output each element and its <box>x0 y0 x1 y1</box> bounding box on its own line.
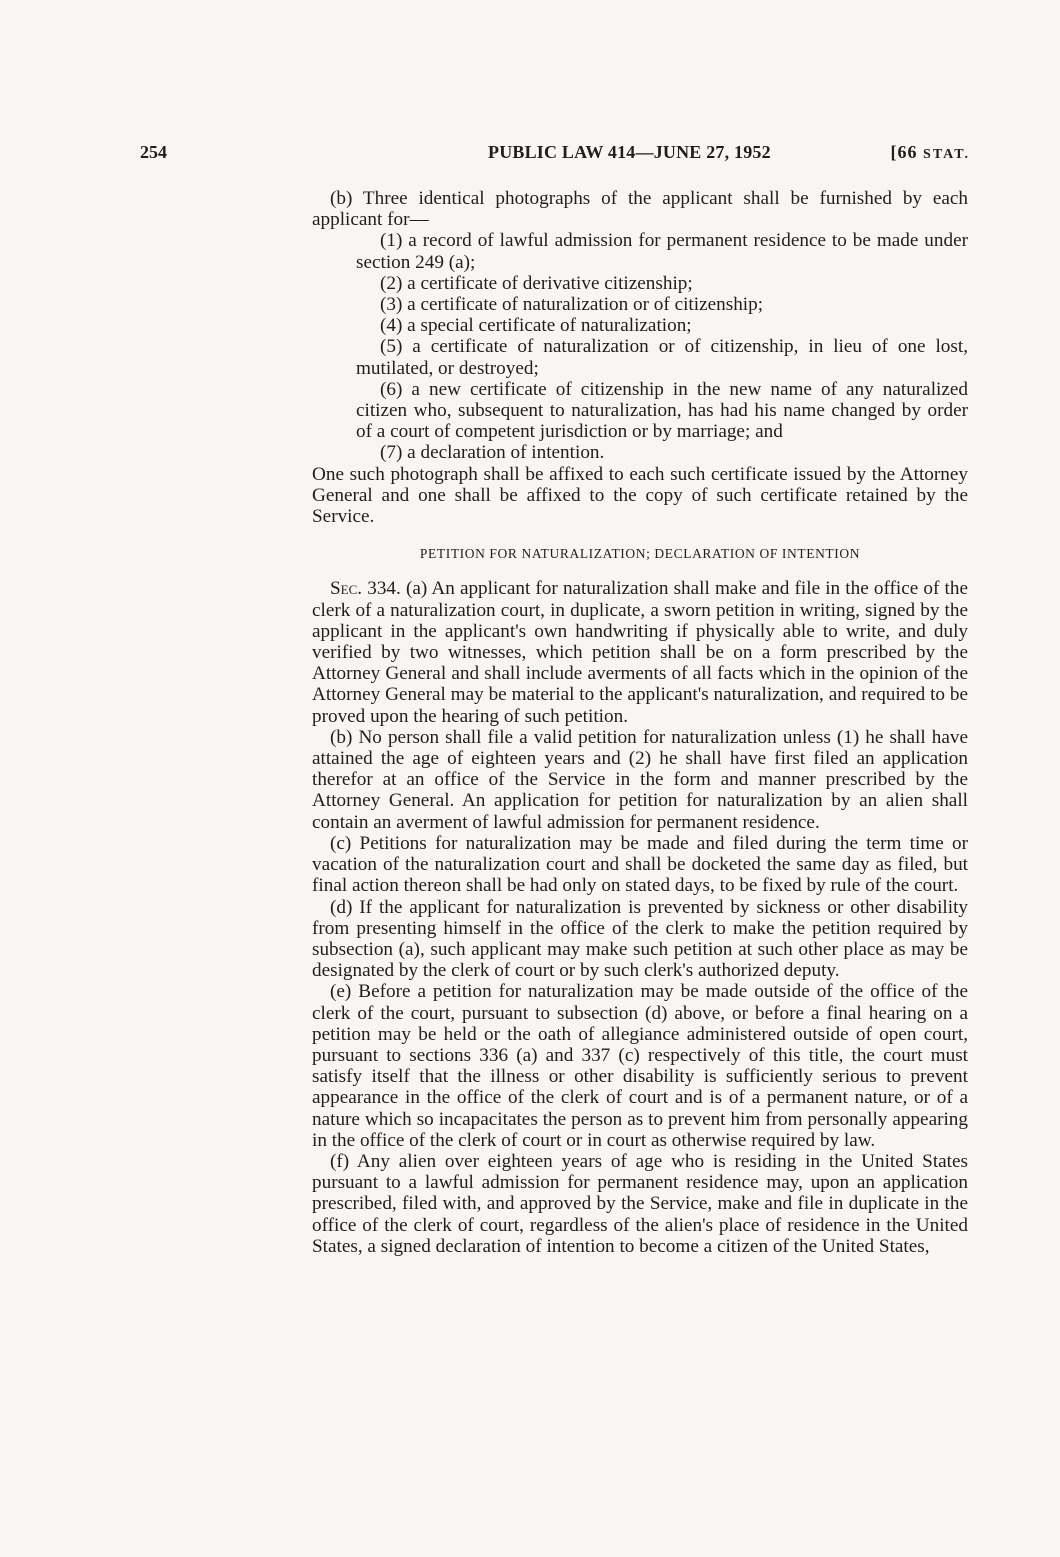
sec-334-subsection-a <box>312 578 968 726</box>
page-number: 254 <box>140 142 167 162</box>
page-body <box>312 188 968 1257</box>
statute-reference-volume: [66 <box>890 142 924 162</box>
subsection-b-intro: (b) Three identical photographs of the applicant shall be furnished by each applicant for— <box>312 188 968 231</box>
photo-item-1: (1) a record of lawful admission for permanent residence to be made under section 249 (a); <box>356 230 968 273</box>
photo-item-4: (4) a special certificate of naturalization; <box>380 315 692 337</box>
sec-334-subsection-c: (c) Petitions for naturalization may be made and filed during the term time or vacation of the naturalization court and shall be docketed the same day as filed, but final action thereon shall be had only on stated days, to be fixed by rule of the court. <box>312 832 968 897</box>
statute-reference-label: STAT. <box>923 147 970 162</box>
photo-item-2: (2) a certificate of derivative citizenship; <box>380 272 693 294</box>
page-header <box>140 142 970 168</box>
section-label: Sec. <box>330 578 363 600</box>
photo-closing-paragraph: One such photograph shall be affixed to each such certificate issued by the Attorney General and one shall be affixed to the copy of such certificate retained by the Service. <box>312 463 968 528</box>
sec-334-subsection-e: (e) Before a petition for naturalization may be made outside of the office of the clerk of the court, pursuant to subsection (d) above, or before a final hearing on a petition may be held or the oath of allegiance administered outside of open court, pursuant to sections 336 (a) and 337 (c) respectively of this title, the court must satisfy itself that the illness or other disability is sufficiently serious to prevent appearance in the office of the clerk of court and is of a permanent nature, or of a nature which so incapacitates the person as to prevent him from personally appearing in the office of the clerk of court or in court as otherwise required by law. <box>312 981 968 1151</box>
running-title: PUBLIC LAW 414—JUNE 27, 1952 <box>488 142 771 162</box>
photo-item-7: (7) a declaration of intention. <box>380 442 605 464</box>
sec-334-a-text: 334. (a) An applicant for naturalization shall make and file in the office of the clerk of a naturalization court, in duplicate, a sworn petition in writing, signed by the applicant in the applicant's own handwriting if physically able to write, and duly verified by two witnesses, which petition shall be on a form prescribed by the Attorney General and shall include averments of all facts which in the opinion of the Attorney General may be material to the applicant's naturalization, and required to be proved upon the hearing of such petition. <box>312 578 968 727</box>
photo-item-6: (6) a new certificate of citizenship in the new name of any naturalized citizen who, subsequent to naturalization, has had his name changed by order of a court of competent jurisdiction or by marriage; and <box>356 378 968 443</box>
sec-334-subsection-d: (d) If the applicant for naturalization is prevented by sickness or other disability from presenting himself in the office of the clerk to make the petition required by subsection (a), such applicant may make such petition at such other place as may be designated by the clerk of court or by such clerk's authorized deputy. <box>312 896 968 982</box>
photo-item-3: (3) a certificate of naturalization or of citizenship; <box>380 294 764 316</box>
photo-item-5: (5) a certificate of naturalization or of citizenship, in lieu of one lost, mutilated, or destroyed; <box>356 336 968 379</box>
sec-334-subsection-f: (f) Any alien over eighteen years of age who is residing in the United States pursuant to a lawful admission for permanent residence may, upon an application prescribed, filed with, and approved by the Service, make and file in duplicate in the office of the clerk of court, regardless of the alien's place of residence in the United States, a signed declaration of intention to become a citizen of the United States, <box>312 1150 968 1257</box>
sec-334-subsection-b: (b) No person shall file a valid petition for naturalization unless (1) he shall have attained the age of eighteen years and (2) he shall have first filed an application therefor at an office of the Service in the form and manner prescribed by the Attorney General. An application for petition for naturalization by an alien shall contain an averment of lawful admission for permanent residence. <box>312 726 968 833</box>
section-heading: PETITION FOR NATURALIZATION; DECLARATION OF INTENTION <box>419 546 861 562</box>
statute-reference <box>891 142 970 163</box>
